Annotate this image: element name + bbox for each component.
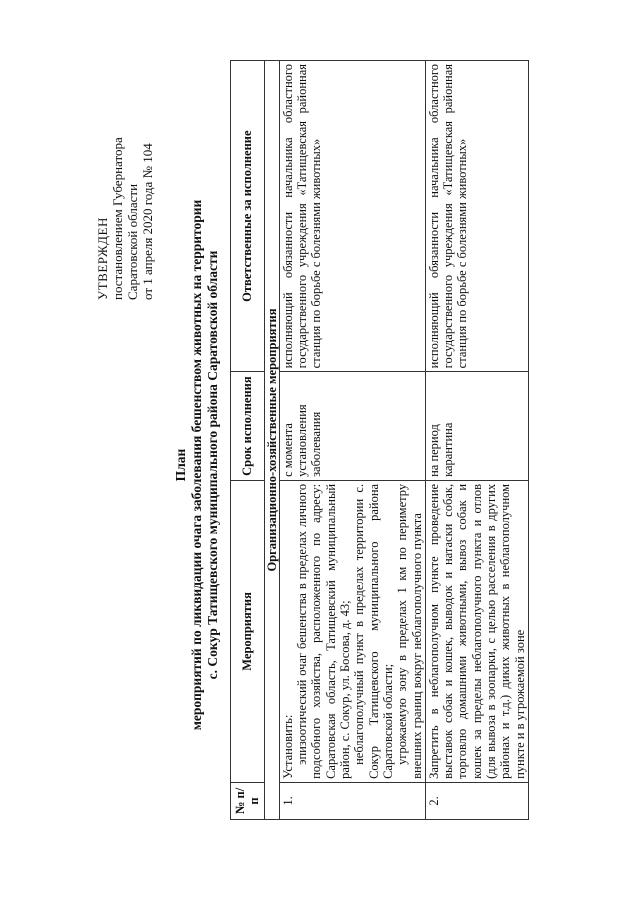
measure-paragraph: Установить: [280, 714, 295, 779]
measure-paragraph: угрожаемую зону в пределах 1 км по периметру внешних границ вокруг неблагополучного пункта [395, 483, 424, 779]
title-line: План [173, 448, 188, 482]
header-num: № п/п [231, 782, 265, 819]
approval-stamp [95, 40, 155, 300]
section-title: Организационно-хозяйственные мероприятия [264, 61, 279, 820]
approval-line: Саратовской области [125, 183, 140, 300]
table-header-row [231, 61, 265, 820]
row-measures [279, 480, 425, 782]
approval-heading: УТВЕРЖДЕН [95, 217, 110, 300]
row-responsible: исполняющий обязанности начальника областного государственного учреждения «Татищевская районная станция по борьбе с болезнями животных» [425, 61, 528, 372]
row-deadline: с момента установления заболевания [279, 372, 425, 481]
measures-table [230, 60, 529, 820]
section-row [264, 61, 279, 820]
measure-paragraph: Запретить в неблагополучном пункте проведение выставок собак и кошек, выводок и натаски собак, торговлю домашними животными, вывоз собак и кошек за пределы неблагополучного пункта и отлов (для вывоза в зоопарки, с целью расселения в других районах и т.д.) диких животных в неблагополучном пункте и в угрожаемой зоне [426, 483, 527, 779]
row-number: 1. [279, 782, 425, 819]
row-measures [425, 480, 528, 782]
title-line: с. Сокур Татищевского муниципального района Саратовской области [205, 250, 220, 680]
header-measures: Мероприятия [231, 480, 265, 782]
row-number: 2. [425, 782, 528, 819]
approval-line: от 1 апреля 2020 года № 104 [140, 143, 155, 300]
document-title [173, 85, 221, 845]
approval-line: постановлением Губернатора [110, 137, 125, 300]
row-responsible: исполняющий обязанности начальника областного государственного учреждения «Татищевская районная станция по борьбе с болезнями животных» [279, 61, 425, 372]
measure-paragraph: неблагополучный пункт в пределах территории с. Сокур Татищевского муниципального района Саратовской области; [352, 483, 395, 779]
measure-paragraph: эпизоотический очаг бешенства в пределах личного подсобного хозяйства, расположенного по адресу: Саратовская область, Татищевский муниципальный район, с. Сокур, ул. Босова, д. 43; [295, 483, 353, 779]
title-line: мероприятий по ликвидации очага заболевания бешенством животных на территории [189, 199, 204, 731]
table-row [279, 61, 425, 820]
header-responsible: Ответственные за исполнение [231, 61, 265, 372]
table-row [425, 61, 528, 820]
header-deadline: Срок исполнения [231, 372, 265, 481]
row-deadline: на период карантина [425, 372, 528, 481]
